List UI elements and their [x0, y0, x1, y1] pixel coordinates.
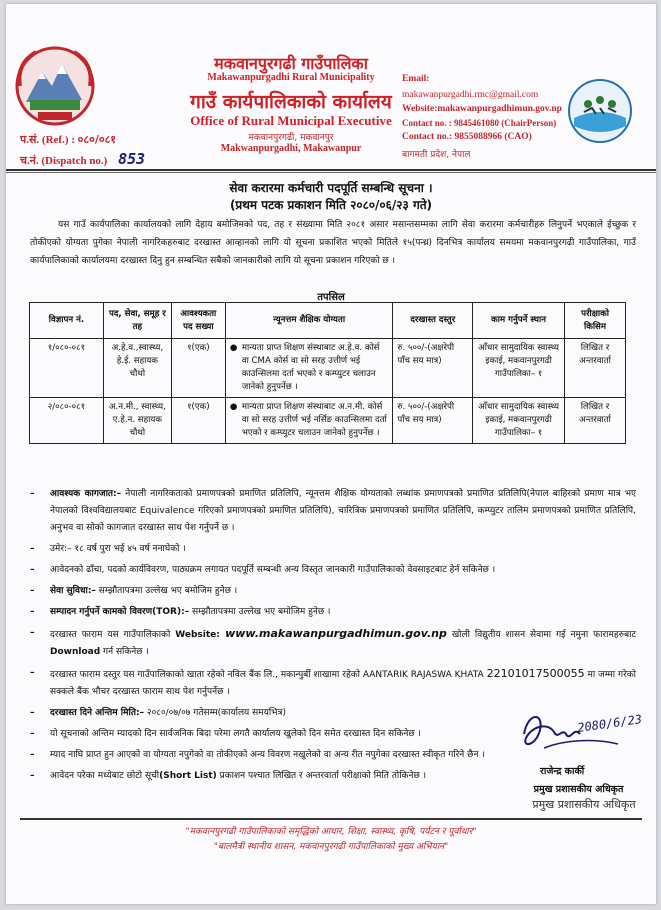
item-text: गर्न सकिनेछ । [100, 647, 149, 657]
email-value: makawanpurgadhi.rmc@gmail.com [402, 90, 539, 100]
item-label: सम्पादन गर्नुपर्ने कामको विवरण(TOR):– [50, 607, 190, 617]
cell-post: अ.हे.व.,स्वास्थ्य, हे.ई. सहायक चौथो [103, 339, 171, 398]
list-item: – सेवा सुविधा:– सम्झौतापत्रमा उल्लेख भए बमोजिम हुनेछ । [30, 586, 238, 596]
cell-qualification [225, 339, 393, 398]
footer-divider [20, 818, 642, 820]
org-name-en: Makawanpurgadhi Rural Municipality [207, 72, 375, 83]
item-text: सम्झौतापत्रमा उल्लेख भए बमोजिम हुनेछ । [95, 586, 238, 596]
notice-subtitle: (प्रथम पटक प्रकाशन मिति २०८०/०६/२३ गते) [229, 198, 433, 212]
contact-chair: Contact no. : 9845461080 (ChairPerson) [402, 118, 557, 128]
list-item: – दरखास्त फाराम दस्तुर यस गाउँपालिकाको खाता रहेको नविल बैंक लि., मकान्पुर्बी शाखामा रहेको AANTARIK RAJASWA KHATA 22101017500055 मा जम्मा गरेको सक्कले बैंक भौचर दरखास्त फाराम साथ पेश गर्नुपर्नेछ । [30, 667, 636, 697]
website-line: Website:makawanpurgadhimun.gov.np [402, 104, 562, 114]
item-label: दरखास्त दिने अन्तिम मिति:– [50, 708, 145, 718]
list-item: – आवेदनको ढाँचा, पदको कार्यविवरण, पाठ्यक्रम लगायत पदपूर्ति सम्बन्धी अन्य विस्तृत जानकारी गाउँपालिकाको वेवसाइटबाट हेर्न सकिनेछ । [30, 565, 496, 575]
dispatch-label: च.नं. (Dispatch no.) [20, 155, 108, 167]
qualification-text: मान्यता प्राप्त शिक्षण संस्थाबाट अ.न.मी. कोर्स वा सो सरह उत्तीर्ण भई नर्सिङ काउन्सिलमा दर्ता भएको र कम्प्युटर चलाउन जानेको हुनुपर्नेछ । [241, 402, 387, 438]
header-divider [6, 169, 656, 171]
table-caption: तपसिल [317, 292, 345, 303]
item-label: आवश्यक कागजात:– [50, 489, 122, 499]
item-text: आवेदनको ढाँचा, पदको कार्यविवरण, पाठ्यक्रम लगायत पदपूर्ति सम्बन्धी अन्य विस्तृत जानकारी गाउँपालिकाको वेवसाइटबाट हेर्न सकिनेछ । [50, 565, 496, 575]
item-text: प्रकाशन पश्चात लिखित र अन्तरवार्ता परीक्षाको मिति तोकिनेछ । [216, 771, 427, 781]
list-item: – सम्पादन गर्नुपर्ने कामको विवरण(TOR):– सम्झौतापत्रमा उल्लेख भए बमोजिम हुनेछ । [30, 607, 331, 617]
item-text: खोली विद्युतीय शासन सेवामा गई नमुना फारामहरुबाट [446, 630, 637, 640]
cell-fee: रु. ५००/-(अक्षरेपी पाँच सय मात्र) [393, 398, 473, 444]
cell-exam: लिखित र अन्तरवार्ता [565, 339, 626, 398]
cell-workplace: आँधार सामुदायिक स्वास्थ्य इकाई, मकवानपुरगढी गाउँपालिका– १ [473, 339, 565, 398]
item-text: नेपाली नागरिकताको प्रमाणपत्रको प्रमाणित प्रतिलिपि, न्यूनत्तम शैक्षिक योग्यताको लब्धांक प्रमाणपत्रको प्रमाणित प्रतिलिपि(नेपाल बाहिरको प्रमाण मात्र भए नेपालको विश्वविद्यालयबाट Equivalence गरिएको प्रमाणपत्रको प्रमाणित प्रतिलिपि), चारित्रिक प्रमाणपत्रको प्रमाणित प्रतिलिपि, कम्प्युटर तालिम प्रमाणपत्रको प्रमाणित प्रतिलिपि, अनुभव वा सोको कागजात दरखास्त साथ पेश गर्नुपर्ने छ । [50, 489, 636, 533]
cell-post: अ.न.मी., स्वास्थ्य, ए.हे.न. सहायक चौथो [103, 398, 171, 444]
vacancy-table [29, 302, 626, 444]
table-row [30, 398, 626, 444]
table-header-row [30, 303, 626, 339]
account-number: 22101017500055 [486, 667, 585, 680]
col-count: आवश्यकता पद सख्या [171, 303, 225, 339]
item-text: मा जम्मा गरेको सक्कले बैंक भौचर दरखास्त फाराम साथ पेश गर्नुपर्नेछ । [50, 670, 636, 697]
signature-date: 2080/6/23 [576, 712, 643, 735]
ref-label: प.सं. (Ref.) : [20, 134, 75, 146]
item-text: म्याद नाघि प्राप्त हुन आएको वा योग्यता नपुगेको वा तोकीएको अन्य विवरण नखुलेको वा अन्य रीत नपुगेका दरखास्त स्वीकृत गरिने छैन । [50, 750, 485, 760]
col-exam: परीक्षाको किसिम [565, 303, 626, 339]
col-workplace: काम गर्नुपर्ने स्थान [473, 303, 565, 339]
item-text: दरखास्त फाराम दस्तुर यस गाउँपालिकाको खाता रहेको नविल बैंक लि., मकान्पुर्बी शाखामा रहेको AANTARIK RAJASWA KHATA [50, 670, 487, 680]
cell-workplace: आँधार सामुदायिक स्वास्थ्य इकाई, मकवानपुरगढी गाउँपालिका– १ [473, 398, 565, 444]
footer-slogan-2: "बालमैत्री स्थानीय शासन, मकवानपुरगढी गाउँपालिकाको मुख्य अभियान" [213, 842, 449, 852]
contact-cao: Contact no.: 9855088966 (CAO) [402, 132, 532, 142]
ref-number [20, 132, 116, 147]
item-text: दरखास्त फाराम यस गाउँपालिकाको [50, 630, 176, 640]
office-name-en: Office of Rural Municipal Executive [190, 113, 392, 128]
list-item: – यो सूचनाको अन्तिम म्यादको दिन सार्वजनिक बिदा परेमा लगतै कार्यालय खुलेको दिन समेत दरखास्त दिन सकिनेछ । [30, 729, 421, 739]
list-item: – दरखास्त दिने अन्तिम मिति:– २०८०/०७/०७ गतेसम्म(कार्यालय समयभित्र) [30, 708, 286, 718]
item-text: २०८०/०७/०७ गतेसम्म(कार्यालय समयभित्र) [144, 708, 286, 718]
municipality-badge-icon [566, 78, 634, 144]
list-item: – आवेदन परेका मध्येबाट छोटो सूची(Short List) प्रकाशन पश्चात लिखित र अन्तरवार्ता परीक्षाको मिति तोकिनेछ । [30, 771, 427, 781]
dispatch-value: 853 [118, 150, 146, 168]
table-row [30, 339, 626, 398]
item-label: सेवा सुविधा:– [50, 586, 96, 596]
col-fee: दरखास्त दस्तुर [393, 303, 473, 339]
cell-adv-no: १/०८०-०८१ [30, 339, 104, 398]
ref-value: ०८०/०८१ [77, 133, 117, 146]
list-item: – म्याद नाघि प्राप्त हुन आएको वा योग्यता नपुगेको वा तोकीएको अन्य विवरण नखुलेको वा अन्य रीत नपुगेका दरखास्त स्वीकृत गरिने छैन । [30, 750, 485, 760]
address-np: मकवानपुरगढी, मकवानपुर [248, 133, 334, 143]
item-text: आवेदन परेका मध्येबाट छोटो सूची [50, 771, 160, 781]
footer-slogan-1: "मकवानपुरगढी गाउँपालिकाको समृद्धिको आधार, शिक्षा, स्वास्थ्य, कृषि, पर्यटन र पूर्वाधार" [185, 827, 477, 837]
office-name-np: गाउँ कार्यपालिकाको कार्यालय [190, 91, 392, 113]
cell-adv-no: २/०८०-०८१ [30, 398, 104, 444]
dispatch-number [20, 150, 145, 168]
website-label: Website: [175, 630, 226, 640]
signature-icon [514, 704, 643, 764]
list-item: – दरखास्त फाराम यस गाउँपालिकाको Website: www.makawanpurgadhimun.gov.np खोली विद्युतीय शासन सेवामा गई नमुना फारामहरुबाट Download गर्न सकिनेछ । [30, 627, 637, 657]
list-item: – उमेर:– १८ वर्ष पुरा भई ४५ वर्ष ननाघेको । [30, 544, 186, 554]
province: बागमती प्रदेश, नेपाल [402, 150, 471, 160]
col-post: पद, सेवा, समूह र तह [103, 303, 171, 339]
item-text: उमेर:– १८ वर्ष पुरा भई ४५ वर्ष ननाघेको । [50, 544, 186, 554]
signatory-name: राजेन्द्र कार्की [540, 766, 585, 777]
header-divider-thin [6, 172, 656, 173]
cell-exam: लिखित र अन्तरवार्ता [565, 398, 626, 444]
website-link[interactable]: www.makawanpurgadhimun.gov.np [225, 627, 447, 640]
shortlist-label: (Short List) [159, 771, 217, 781]
nepal-emblem-icon [12, 44, 98, 128]
bullet-icon: ● [229, 343, 238, 353]
org-name-np: मकवानपुरगढी गाउँपालिका [214, 54, 368, 73]
item-text: यो सूचनाको अन्तिम म्यादको दिन सार्वजनिक बिदा परेमा लगतै कार्यालय खुलेको दिन समेत दरखास्त दिन सकिनेछ । [50, 729, 421, 739]
cell-count: १(एक) [171, 398, 225, 444]
col-qualification: न्यूनत्तम शैक्षिक योग्यता [225, 303, 393, 339]
item-text: सम्झौतापत्रमा उल्लेख भए बमोजिम हुनेछ । [189, 607, 331, 617]
download-label: Download [50, 647, 101, 657]
list-item: – आवश्यक कागजात:– नेपाली नागरिकताको प्रमाणपत्रको प्रमाणित प्रतिलिपि, न्यूनत्तम शैक्षिक योग्यताको लब्धांक प्रमाणपत्रको प्रमाणित प्रतिलिपि(नेपाल बाहिरको प्रमाण मात्र भए नेपालको विश्वविद्यालयबाट Equivalence गरिएको प्रमाणपत्रको प्रमाणित प्रतिलिपि), चारित्रिक प्रमाणपत्रको प्रमाणित प्रतिलिपि, कम्प्युटर तालिम प्रमाणपत्रको प्रमाणित प्रतिलिपि, अनुभव वा सोको कागजात दरखास्त साथ पेश गर्नुपर्ने छ । [30, 489, 636, 533]
cell-count: १(एक) [171, 339, 225, 398]
col-adv-no: विज्ञापन नं. [30, 303, 104, 339]
bullet-icon: ● [229, 402, 238, 412]
notice-paragraph: यस गाउँ कार्यपालिका कार्यालयको लागि देहाय बमोजिमको पद, तह र संख्यामा मिति २०८१ असार मसान्तसम्मका लागि सेवा करारमा कर्मचारीहरु लिनुपर्ने भएकाले ईच्छुक र तोकीएको योग्यता पुगेका नेपाली नागरिकहरुबाट दरखास्त आव्हानको लागि यो सूचना प्रकाशित भएको मितिले १५(पन्ध्र) दिनभित्र कार्यालय समयमा मकवानपुरगढी गाउँपालिका, गाउँ कार्यपालिकाको कार्यालयमा दरखास्त दिनु हुन सम्बन्धित सबैको जानकारीको लागि यो सूचना प्रकाशन गरिएको छ । [30, 220, 636, 266]
cell-qualification [225, 398, 393, 444]
cell-fee: रु. ५००/-(अक्षरेपी पाँच सय मात्र) [393, 339, 473, 398]
signature-stamp: प्रमुख प्रशासकीय अधिकृत [532, 798, 636, 811]
email-label: Email: [402, 74, 430, 84]
notice-title: सेवा करारमा कर्मचारी पदपूर्ति सम्बन्धि सूचना । [229, 181, 433, 195]
qualification-text: मान्यता प्राप्त शिक्षण संस्थाबाट अ.हे.व. कोर्स वा CMA कोर्स वा सो सरह उत्तीर्ण भई काउन्सिलमा दर्ता भएको र कम्प्युटर चलाउन जानेको हुनुपर्नेछ । [241, 343, 380, 392]
signatory-title: प्रमुख प्रशासकीय अधिकृत [533, 784, 624, 795]
address-en: Makwanpurgadhi, Makawanpur [220, 143, 362, 154]
notice-page [6, 4, 656, 904]
